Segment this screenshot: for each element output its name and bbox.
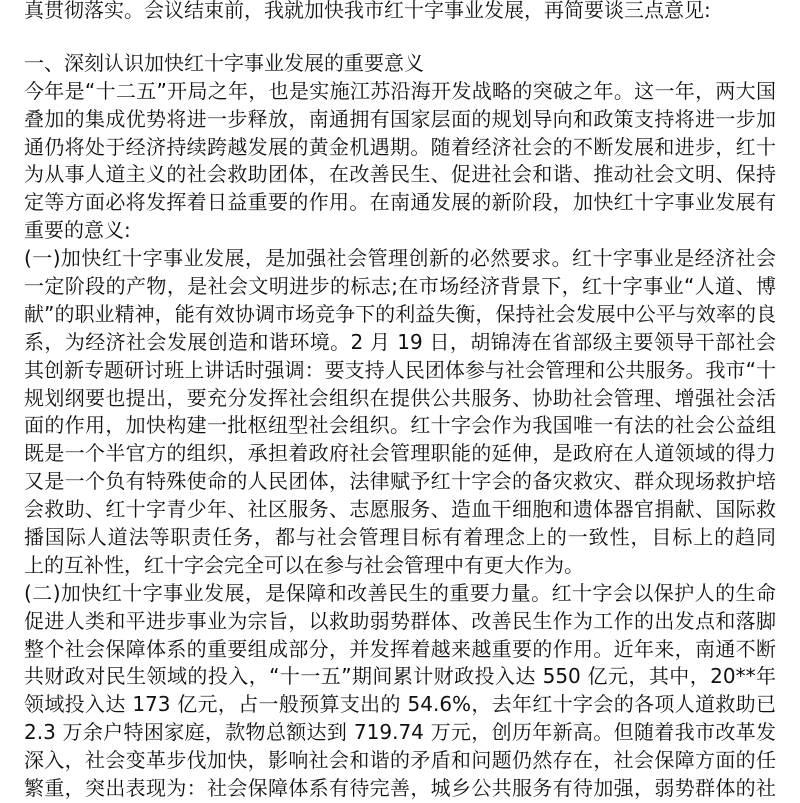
text-line: 既是一个半官方的组织，承担着政府社会管理职能的延伸，是政府在人道领域的得力 [24, 441, 776, 466]
section-heading: 一、深刻认识加快红十字事业发展的重要意义 [24, 50, 424, 75]
text-line: 一定阶段的产物，是社会文明进步的标志;在市场经济背景下，红十字事业“人道、博 [24, 274, 776, 299]
text-line: (二)加快红十字事业发展，是保障和改善民生的重要力量。红十字会以保护人的生命 [24, 580, 776, 605]
text-line: 播国际人道法等职责任务，都与社会管理目标有着理念上的一致性，目标上的趋同 [24, 525, 776, 550]
text-line: 整个社会保障体系的重要组成部分，并发挥着越来越重要的作用。近年来，南通不断 [24, 636, 776, 661]
text-line: 又是一个负有特殊使命的人民团体，法律赋予红十字会的备灾救灾、群众现场救护培 [24, 469, 776, 494]
text-line: 今年是“十二五”开局之年，也是实施江苏沿海开发战略的突破之年。这一年，两大国 [24, 78, 776, 103]
text-line: 深入，社会变革步伐加快，影响社会和谐的矛盾和问题仍然存在，社会保障方面的任 [24, 748, 776, 773]
text-line: 叠加的集成优势将进一步释放，南通拥有国家层面的规划导向和政策支持将进一步加 [24, 106, 776, 131]
text-line: 其创新专题研讨班上讲话时强调：要支持人民团体参与社会管理和公共服务。我市“十 [24, 357, 776, 382]
text-line: 促进人类和平进步事业为宗旨，以救助弱势群体、改善民生作为工作的出发点和落脚 [24, 608, 776, 633]
paragraph-gap [24, 25, 776, 50]
text-line: 规划纲要也提出，要充分发挥社会组织在提供公共服务、协助社会管理、增强社会活 [24, 385, 776, 410]
text-line: 共财政对民生领域的投入，“十一五”期间累计财政投入达 550 亿元，其中，20**年 [24, 664, 776, 689]
text-line: 为从事人道主义的社会救助团体，在改善民生、促进社会和谐、推动社会文明、保持 [24, 162, 776, 187]
text-line: 领域投入达 173 亿元，占一般预算支出的 54.6%，去年红十字会的各项人道救助已 [24, 692, 776, 717]
intro-line: 真贯彻落实。会议结束前，我就加快我市红十字事业发展，再简要谈三点意见: [24, 0, 711, 22]
text-line: 定等方面必将发挥着日益重要的作用。在南通发展的新阶段，加快红十字事业发展有 [24, 190, 776, 215]
text-line: 会救助、红十字青少年、社区服务、志愿服务、造血干细胞和遗体器官捐献、国际救 [24, 497, 776, 522]
text-line: 2.3 万余户特困家庭，款物总额达到 719.74 万元，创历年新高。但随着我市改革发 [24, 720, 776, 745]
text-line: 系，为经济社会发展创造和谐环境。2 月 19 日，胡锦涛在省部级主要领导干部社会 [24, 329, 776, 354]
text-line: 通仍将处于经济持续跨越发展的黄金机遇期。随着经济社会的不断发展和进步，红十 [24, 134, 776, 159]
text-line: 重要的意义: [24, 218, 131, 243]
text-line: 献”的职业精神，能有效协调市场竞争下的利益失衡，保持社会发展中公平与效率的良 [24, 301, 776, 326]
text-line: 上的互补性，红十字会完全可以在参与社会管理中有更大作为。 [24, 552, 584, 577]
document-body [24, 0, 776, 803]
text-line: (一)加快红十字事业发展，是加强社会管理创新的必然要求。红十字事业是经济社会 [24, 246, 776, 271]
paragraph-lines [24, 78, 776, 803]
text-line: 繁重，突出表现为：社会保障体系有待完善，城乡公共服务有待加强，弱势群体的社 [24, 776, 776, 801]
text-line: 面的作用，加快构建一批枢纽型社会组织。红十字会作为我国唯一有法的社会公益组 [24, 413, 776, 438]
